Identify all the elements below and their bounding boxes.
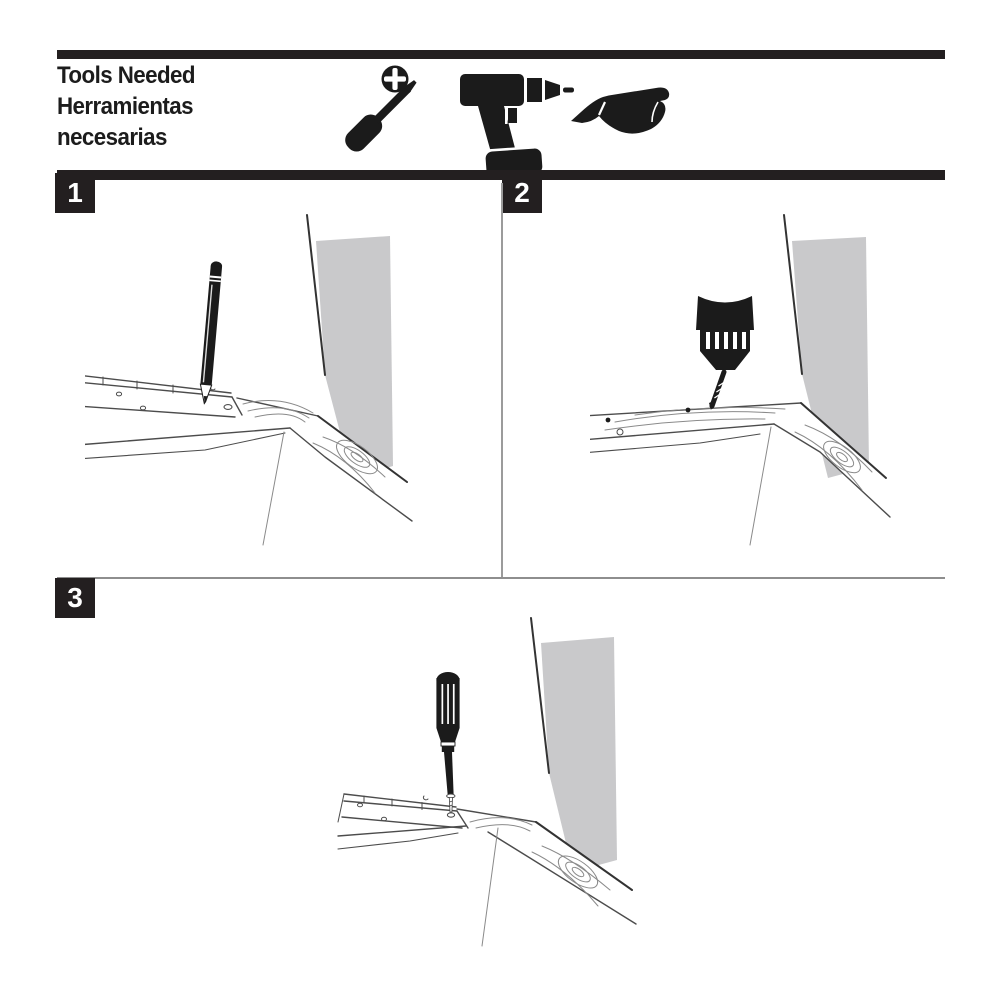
- step-3-rule: [57, 577, 945, 579]
- drill-chuck-and-bit: [696, 296, 754, 410]
- phillips-screwdriver-icon: [335, 57, 435, 165]
- step-2-badge: [502, 173, 542, 213]
- step-2-number: 2: [514, 177, 530, 208]
- step-3-badge: [55, 578, 95, 618]
- safety-glasses-icon: [568, 82, 673, 146]
- pencil-mark-dot: [686, 408, 691, 413]
- step-1-number: 1: [67, 177, 83, 208]
- step-3-number: 3: [67, 582, 83, 613]
- panel-divider: [501, 183, 503, 577]
- cordless-drill-icon: [450, 56, 575, 171]
- step-3-illustration: [280, 610, 720, 960]
- pencil-mark-dot: [606, 418, 611, 423]
- step-1-illustration: [85, 205, 495, 575]
- tools-title-es-2: necesarias: [57, 124, 167, 151]
- steps-header-rule: [57, 170, 945, 180]
- screwdriver: [436, 672, 459, 812]
- tools-needed-title: [57, 60, 195, 153]
- tools-title-es-1: Herramientas: [57, 93, 193, 120]
- tools-title-en: Tools Needed: [57, 62, 196, 89]
- step-2-illustration: [590, 210, 960, 575]
- pencil: [199, 261, 223, 405]
